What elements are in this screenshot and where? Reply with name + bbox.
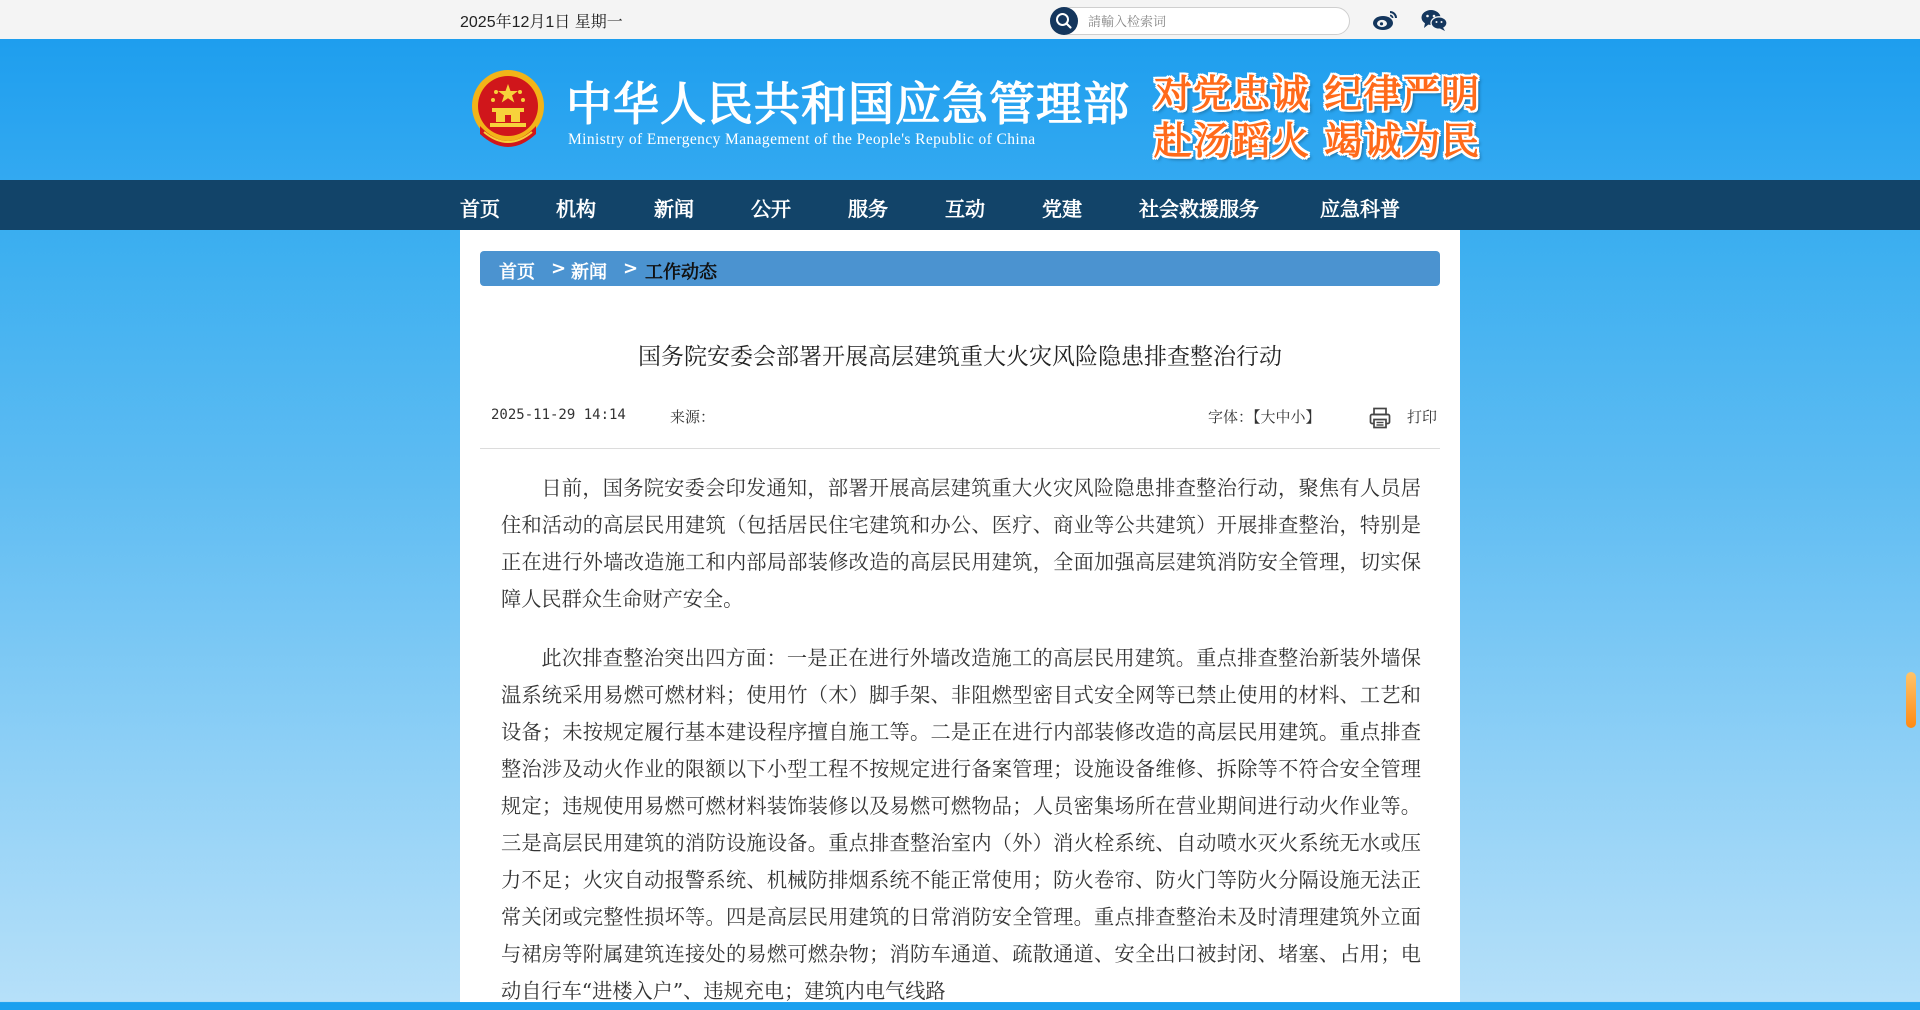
top-bar bbox=[0, 0, 1920, 40]
search-button[interactable] bbox=[1050, 7, 1078, 35]
divider bbox=[480, 448, 1440, 449]
wechat-link[interactable] bbox=[1420, 8, 1448, 32]
weibo-link[interactable] bbox=[1371, 8, 1399, 32]
slogan-line-2: 赴汤蹈火 竭诚为民 bbox=[1154, 118, 1481, 163]
nav-item-rescue-services[interactable]: 社会救援服务 bbox=[1139, 197, 1259, 221]
search-input[interactable] bbox=[1086, 10, 1340, 32]
nav-item-disclosure[interactable]: 公开 bbox=[751, 197, 791, 221]
breadcrumb-separator: > bbox=[623, 258, 639, 279]
nav-item-services[interactable]: 服务 bbox=[848, 197, 888, 221]
article-datetime: 2025-11-29 14:14 bbox=[491, 407, 626, 423]
current-date: 2025年12月1日 星期一 bbox=[460, 14, 623, 31]
print-link[interactable]: 打印 bbox=[1407, 408, 1438, 426]
article-container bbox=[460, 230, 1460, 1002]
nav-item-interaction[interactable]: 互动 bbox=[945, 197, 985, 221]
nav-item-home[interactable]: 首页 bbox=[460, 197, 500, 221]
breadcrumb-news[interactable]: 新闻 bbox=[571, 262, 607, 283]
nav-item-news[interactable]: 新闻 bbox=[654, 197, 694, 221]
nav-item-organization[interactable]: 机构 bbox=[556, 197, 596, 221]
search-icon bbox=[1050, 7, 1078, 35]
wechat-icon bbox=[1420, 8, 1448, 32]
nav-item-party[interactable]: 党建 bbox=[1042, 197, 1082, 221]
weibo-icon bbox=[1371, 8, 1399, 32]
article-paragraph: 此次排查整治突出四方面：一是正在进行外墙改造施工的高层民用建筑。重点排查整治新装外墙保温系统采用易燃可燃材料；使用竹（木）脚手架、非阻燃型密目式安全网等已禁止使用的材料、工艺和设备；未按规定履行基本建设程序擅自施工等。二是正在进行内部装修改造的高层民用建筑。重点排查整治涉及动火作业的限额以下小型工程不按规定进行备案管理；设施设备维修、拆除等不符合安全管理规定；违规使用易燃可燃材料装饰装修以及易燃可燃物品；人员密集场所在营业期间进行动火作业等。三是高层民用建筑的消防设施设备。重点排查整治室内（外）消火栓系统、自动喷水灭火系统无水或压力不足；火灾自动报警系统、机械防排烟系统不能正常使用；防火卷帘、防火门等防火分隔设施无法正常关闭或完整性损坏等。四是高层民用建筑的日常消防安全管理。重点排查整治未及时清理建筑外立面与裙房等附属建筑连接处的易燃可燃杂物；消防车通道、疏散通道、安全出口被封闭、堵塞、占用；电动自行车“进楼入户”、违规充电；建筑内电气线路 bbox=[501, 646, 1421, 1003]
breadcrumb-separator: > bbox=[551, 258, 567, 279]
article-source: 来源： bbox=[670, 408, 716, 426]
font-size-selector[interactable]: 字体：【大中小】 bbox=[1208, 408, 1321, 426]
article-title: 国务院安委会部署开展高层建筑重大火灾风险隐患排查整治行动 bbox=[638, 344, 1282, 370]
scroll-handle[interactable] bbox=[1906, 672, 1916, 728]
site-title: 中华人民共和国应急管理部 bbox=[566, 77, 1130, 131]
main-nav bbox=[0, 180, 1920, 230]
breadcrumb-home[interactable]: 首页 bbox=[499, 262, 535, 283]
breadcrumb bbox=[480, 251, 1440, 286]
article-paragraph: 日前，国务院安委会印发通知，部署开展高层建筑重大火灾风险隐患排查整治行动，聚焦有人员居住和活动的高层民用建筑（包括居民住宅建筑和办公、医疗、商业等公共建筑）开展排查整治，特别是正在进行外墙改造施工和内部局部装修改造的高层民用建筑，全面加强高层建筑消防安全管理，切实保障人民群众生命财产安全。 bbox=[501, 476, 1421, 611]
slogan-line-1: 对党忠诚 纪律严明 bbox=[1154, 71, 1481, 116]
breadcrumb-current: 工作动态 bbox=[645, 262, 717, 283]
site-subtitle: Ministry of Emergency Management of the People's Republic of China bbox=[568, 131, 1036, 148]
print-icon[interactable] bbox=[1368, 406, 1392, 430]
national-emblem-icon bbox=[470, 68, 546, 152]
nav-item-science[interactable]: 应急科普 bbox=[1320, 197, 1400, 221]
